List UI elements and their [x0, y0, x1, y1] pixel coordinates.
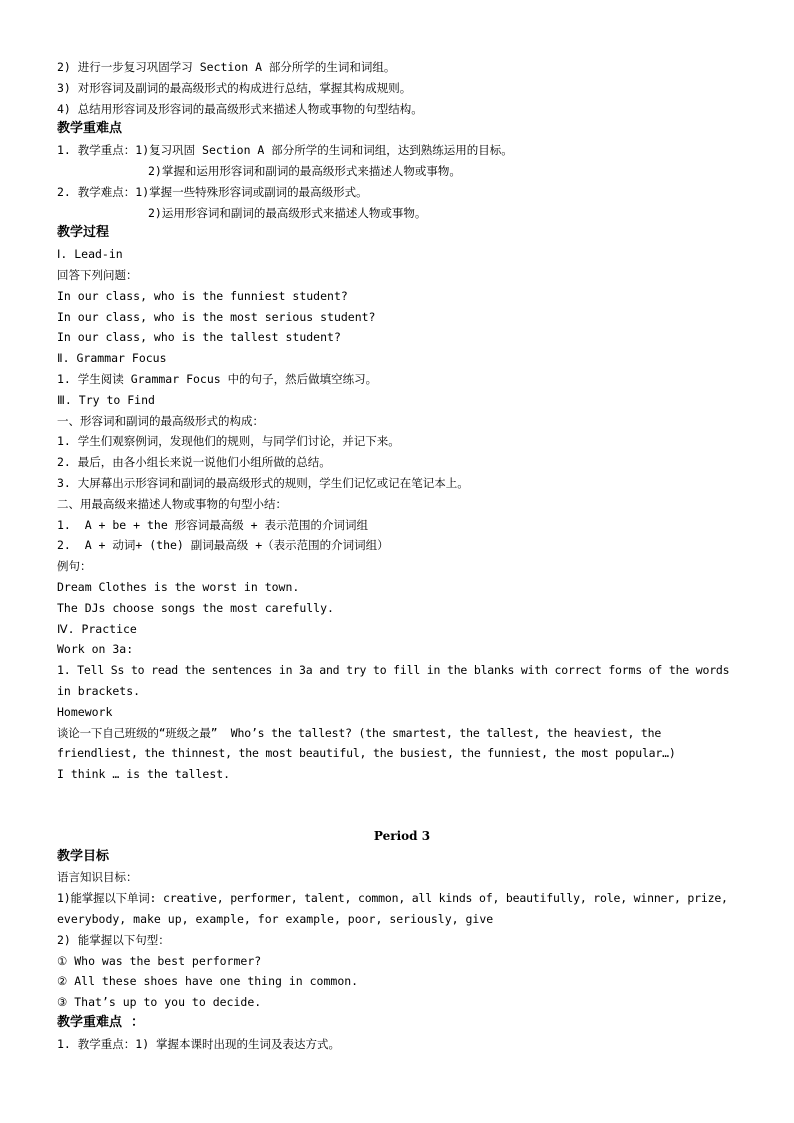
period3-line: ① Who was the best performer?: [57, 953, 262, 968]
objective-line: 4) 总结用形容词及形容词的最高级形式来描述人物或事物的句型结构。: [57, 101, 423, 116]
process-line: Work on 3a:: [57, 642, 134, 657]
process-line: 1. A + be + the 形容词最高级 + 表示范围的介词词组: [57, 517, 368, 532]
objective-line: 3) 对形容词及副词的最高级形式的构成进行总结，掌握其构成规则。: [57, 80, 412, 95]
process-line: Ⅱ. Grammar Focus: [57, 351, 167, 366]
period3-line: 2) 能掌握以下句型：: [57, 932, 170, 947]
process-line: 2. 最后，由各小组长来说一说他们小组所做的总结。: [57, 455, 331, 470]
process-line: 1. 学生们观察例词，发现他们的规则，与同学们讨论，并记下来。: [57, 434, 400, 449]
objective-line: 2) 进行一步复习巩固学习 Section A 部分所学的生词和词组。: [57, 60, 396, 74]
process-line: I think … is the tallest.: [57, 767, 231, 782]
section-heading-objectives: 教学目标: [57, 848, 110, 864]
period3-key-line: 1. 教学重点：1) 掌握本课时出现的生词及表达方式。: [57, 1036, 341, 1051]
period3-line: ② All these shoes have one thing in common.: [57, 974, 359, 989]
process-line: The DJs choose songs the most carefully.: [57, 600, 334, 615]
period3-line: everybody, make up, example, for example, poor, seriously, give: [57, 912, 494, 927]
process-line: 谈论一下自己班级的“班级之最” Who’s the tallest? (the smartest, the tallest, the heaviest, the: [57, 725, 662, 740]
process-line: Ⅲ. Try to Find: [57, 392, 155, 407]
period3-line: ③ That’s up to you to decide.: [57, 995, 262, 1010]
process-line: in brackets.: [57, 683, 141, 698]
period3-line: 语言知识目标：: [57, 870, 138, 885]
process-line: 2. A + 动词+ (the) 副词最高级 +（表示范围的介词词组）: [57, 538, 389, 553]
process-line: 二、用最高级来描述人物或事物的句型小结：: [57, 496, 287, 511]
process-line: Dream Clothes is the worst in town.: [57, 579, 300, 594]
period-title: Period 3: [373, 828, 431, 843]
process-line: 3. 大屏幕出示形容词和副词的最高级形式的规则，学生们记忆或记在笔记本上。: [57, 475, 469, 490]
key-point-line: 2. 教学难点：1)掌握一些特殊形容词或副词的最高级形式。: [57, 184, 368, 199]
process-line: In our class, who is the most serious student?: [57, 309, 376, 324]
process-line: Homework: [57, 704, 113, 719]
process-line: Ⅳ. Practice: [57, 621, 137, 636]
key-point-line: 2)运用形容词和副词的最高级形式来描述人物或事物。: [148, 205, 427, 220]
period3-line: 1)能掌握以下单词: creative, performer, talent, common, all kinds of, beautifully, role, winner, prize,: [57, 891, 728, 906]
process-line: In our class, who is the funniest student?: [57, 288, 348, 303]
section-heading-key-points: 教学重难点: [57, 121, 123, 137]
process-line: 例句：: [57, 559, 92, 574]
process-line: 1. Tell Ss to read the sentences in 3a and try to fill in the blanks with correct forms of the words: [57, 663, 730, 678]
process-line: 1. 学生阅读 Grammar Focus 中的句子，然后做填空练习。: [57, 371, 378, 386]
key-point-line: 1. 教学重点：1)复习巩固 Section A 部分所学的生词和词组，达到熟练运用的目标。: [57, 143, 513, 158]
section-spacer: [57, 785, 747, 826]
section-heading-key-points-period3: 教学重难点 ：: [57, 1015, 145, 1031]
process-line: friendliest, the thinnest, the most beautiful, the busiest, the funniest, the most popular…): [57, 746, 676, 761]
process-line: In our class, who is the tallest student?: [57, 330, 341, 345]
process-line: 回答下列问题：: [57, 267, 138, 282]
section-heading-process: 教学过程: [57, 225, 110, 241]
key-point-line: 2)掌握和运用形容词和副词的最高级形式来描述人物或事物。: [148, 163, 461, 178]
process-line: Ⅰ. Lead-in: [57, 247, 123, 262]
process-line: 一、形容词和副词的最高级形式的构成：: [57, 413, 264, 428]
document-body: [57, 57, 747, 1055]
